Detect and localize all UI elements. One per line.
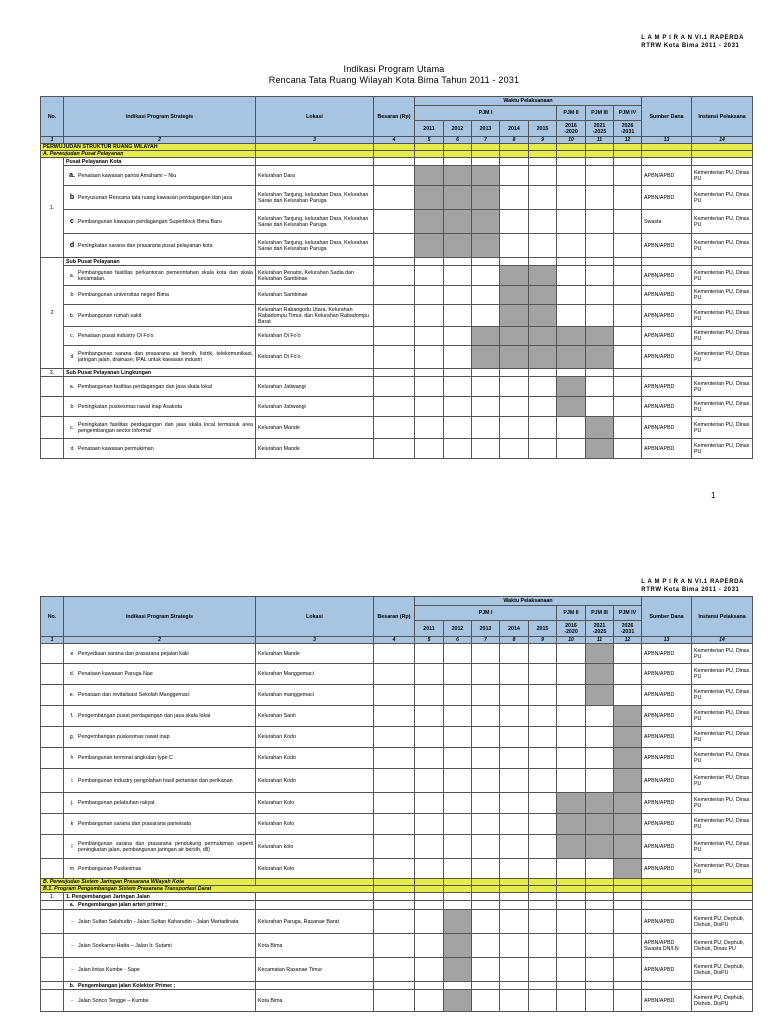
table-row: b Peningkatan puskesmas rawat inap Asakota Kelurahan Jatiwangi APBN/APBD Kementerian PU, Dinas PU [41, 397, 753, 417]
table-row: b. Pembangunan rumah sakit Kelurahan Rabangodu Utara, Kelurahan Rabadompu Timur, dan Kelurahan Rabadompu Barat APBN/APBD Kementerian PU, Dinas PU [41, 305, 753, 327]
col-2011: 2011 [415, 121, 444, 137]
table-header [41, 97, 753, 137]
timeline-shade [500, 266, 529, 286]
col-pjm4-range: 2026 -2031 [614, 121, 642, 137]
group-heading-row: 1. 1. Pengembangan Jaringan Jalan [41, 893, 753, 901]
section-row: B. Perwujudan Sistem Jaringan Prasarana Wilayah Kota [41, 879, 753, 886]
table-row: - Jalan lintas Kumbe - Sape Kecamatan Rasanae Timur APBN/APBD Kement.PU, Dephub, Dishub, DisPU [41, 958, 753, 982]
col-pjm4: PJM IV [614, 606, 642, 621]
timeline-shade [586, 346, 614, 369]
table-row: m Pembangunan Puskesmas Kelurahan Kolo APBN/APBD Kementerian PU, Dinas PU [41, 859, 753, 879]
timeline-shade [557, 397, 586, 417]
timeline-shade [472, 186, 500, 210]
table-row: - Jalan Sultan Salahudin - Jalan Sultan Kaharudin - Jalan Martadinata Kelurahan Paruga, Rasanae Barat APBN/APBD Kement.PU, Dephub, Dishub, DisPU [41, 910, 753, 934]
timeline-shade [586, 439, 614, 459]
col-pjm4: PJM IV [614, 106, 642, 121]
timeline-shade [586, 814, 614, 835]
col-besaran: Besaran (Rp) [374, 97, 415, 137]
timeline-shade [472, 346, 500, 369]
table-row: d Penataan kawasan permukiman Kelurahan Mande APBN/APBD Kementerian PU, Dinas PU [41, 439, 753, 459]
timeline-shade [529, 305, 557, 327]
timeline-shade [614, 859, 642, 879]
timeline-shade [586, 664, 614, 685]
timeline-shade [415, 166, 444, 186]
timeline-shade [614, 769, 642, 793]
col-2011: 2011 [415, 621, 444, 637]
subgroup-heading-row: a. Pengembangan jalan arteri primer ; [41, 901, 753, 910]
timeline-shade [444, 186, 472, 210]
timeline-shade [444, 166, 472, 186]
col-2013: 2013 [472, 621, 500, 637]
timeline-shade [557, 327, 586, 346]
col-2015: 2015 [529, 621, 557, 637]
col-pjm2-range: 2016 -2020 [557, 621, 586, 637]
col-program: Indikasi Program Strategis [64, 597, 256, 637]
table-row: c. Penataan pusat industry Oi Fo'o Kelurahan Oi Fo'o APBN/APBD Kementerian PU, Dinas PU [41, 327, 753, 346]
col-pjm3: PJM III [586, 606, 614, 621]
col-pjm3-range: 2021 -2025 [586, 621, 614, 637]
table-row: b Pembangunan universitas negeri Bima Kelurahan Sambinae APBN/APBD Kementerian PU, Dinas PU [41, 286, 753, 305]
col-pjm2: PJM II [557, 106, 586, 121]
col-no: No. [41, 97, 64, 137]
timeline-shade [472, 210, 500, 234]
lampiran-header [641, 34, 744, 50]
timeline-shade [614, 706, 642, 727]
timeline-shade [586, 793, 614, 814]
table-row: k Pembangunan sarana dan prasarana pariwisata Kelurahan Kolo APBN/APBD Kementerian PU, Dinas PU [41, 814, 753, 835]
page-number: 1 [711, 491, 716, 500]
program-table-page-2 [40, 596, 753, 1012]
timeline-shade [529, 346, 557, 369]
timeline-shade [529, 266, 557, 286]
timeline-shade [444, 990, 472, 1012]
col-pjm4-range: 2026 -2031 [614, 621, 642, 637]
document-title [0, 64, 768, 86]
timeline-shade [500, 305, 529, 327]
title-line-2: Rencana Tata Ruang Wilayah Kota Bima Tahun 2011 - 2031 [268, 75, 520, 85]
title-line-1: Indikasi Program Utama [343, 64, 445, 74]
page-2 [0, 560, 768, 1024]
timeline-shade [444, 210, 472, 234]
table-row: d. Penataan kawasan Paruga Nae Kelurahan Manggemaci APBN/APBD Kementerian PU, Dinas PU [41, 664, 753, 685]
timeline-shade [444, 910, 472, 934]
timeline-shade [614, 793, 642, 814]
timeline-shade [557, 377, 586, 397]
col-no: No. [41, 597, 64, 637]
col-instansi: Instansi Pelaksana [692, 97, 753, 137]
table-row: j. Pembangunan pelabuhan rakyat Kelurahan Kolo APBN/APBD Kementerian PU, Dinas PU [41, 793, 753, 814]
table-row: c. Peningkatan fasilitas perdagangan dan jasa skala local termasuk area pengembangan sector informal Kelurahan Mande APBN/APBD Kementerian PU, Dinas PU [41, 417, 753, 439]
timeline-shade [472, 234, 500, 258]
col-pjm1: PJM I [415, 106, 557, 121]
section-row: PERWUJUDAN STRUKTUR RUANG WILAYAH [41, 144, 753, 151]
table-row: - Jalan Soekarno-Hatta – Jalan Ir. Sutami Kota Bima APBN/APBD Swasta DN/LN Kement.PU, Dephub, Dishub, Dinas PU [41, 934, 753, 958]
lampiran-header [641, 578, 744, 594]
lampiran-line-2: RTRW Kota Bima 2011 - 2031 [641, 587, 740, 593]
table-row: b Penyusunan Rencana tata ruang kawasan perdagangan dan jasa Kelurahan Tanjung, kelurahan Dara, Kelurahan Sarae dan Kelurahan Paruga APBN/APBD Kementerian PU, Dinas PU [41, 186, 753, 210]
table-row: a. Penataan kawasan pantai Amahami – Niu Kelurahan Dara APBN/APBD Kementerian PU, Dinas PU [41, 166, 753, 186]
col-instansi: Instansi Pelaksana [692, 597, 753, 637]
col-pjm1: PJM I [415, 606, 557, 621]
table-row: d Pembangunan sarana dan prasarana air bersih, listrik, telekomunikasi, jaringan jalan, drainase, IPAL untuk kawasan industri Kelurahan Oi Fo'o APBN/APBD Kementerian PU, Dinas PU [41, 346, 753, 369]
column-number-row: 1 2 3 4 5 6 7 8 9 10 11 12 13 14 [41, 637, 753, 644]
subgroup-heading-row: b. Pengembangan jalan Kolektor Primer ; [41, 982, 753, 990]
table-row: a. Pembangunan fasilitas perkantoran pemerintahan skala kota dan skala kecamatan. Kelurahan Penatoi, Kelurahan Sadia dan Kelurahan Sambinae APBN/APBD Kementerian PU, Dinas PU [41, 266, 753, 286]
table-row: c Pembangunan kawasan perdagangan Superblock Bima Baru Kelurahan Tanjung, kelurahan Dara, Kelurahan Sarae dan Kelurahan Paruga Swasta Kementerian PU, Dinas PU [41, 210, 753, 234]
timeline-shade [529, 286, 557, 305]
program-table-page-1 [40, 96, 753, 459]
timeline-shade [557, 346, 586, 369]
table-row: e Penyediaan sarana dan prasarana pejalan kaki Kelurahan Mande APBN/APBD Kementerian PU, Dinas PU [41, 644, 753, 664]
col-program: Indikasi Program Strategis [64, 97, 256, 137]
col-pjm3: PJM III [586, 106, 614, 121]
timeline-shade [415, 234, 444, 258]
table-row: e. Penataan dan revitalisasi Sekolah Manggemaci Kelurahan manggemaci APBN/APBD Kementerian PU, Dinas PU [41, 685, 753, 706]
table-row: f. Pengembangan pusat perdagangan dan jasa skala lokal Kelurahan Santi APBN/APBD Kementerian PU, Dinas PU [41, 706, 753, 727]
timeline-shade [500, 346, 529, 369]
timeline-shade [444, 958, 472, 982]
table-header [41, 597, 753, 637]
col-2015: 2015 [529, 121, 557, 137]
timeline-shade [472, 327, 500, 346]
column-number-row: 1 2 3 4 5 6 7 8 9 10 11 12 13 14 [41, 137, 753, 144]
group-heading-row: 2 Sub Pusat Pelayanan [41, 258, 753, 266]
col-sumber: Sumber Dana [642, 597, 692, 637]
timeline-shade [557, 814, 586, 835]
timeline-shade [614, 814, 642, 835]
table-row: i Pembangunan industry pengolahan hasil pertanian dan perikanan Kelurahan Kodo APBN/APBD Kementerian PU, Dinas PU [41, 769, 753, 793]
timeline-shade [586, 644, 614, 664]
col-2014: 2014 [500, 621, 529, 637]
group-heading-row: 1. Pusat Pelayanan Kota [41, 158, 753, 166]
timeline-shade [614, 727, 642, 748]
timeline-shade [557, 835, 586, 859]
timeline-shade [415, 210, 444, 234]
timeline-shade [444, 934, 472, 958]
lampiran-line-1: L A M P I R A N VI.1 RAPERDA [641, 35, 744, 41]
timeline-shade [500, 327, 529, 346]
col-lokasi: Lokasi [256, 597, 374, 637]
group-heading-row: 3. Sub Pusat Pelayanan Lingkungan [41, 369, 753, 377]
col-pjm2-range: 2016 -2020 [557, 121, 586, 137]
timeline-shade [586, 835, 614, 859]
timeline-shade [586, 417, 614, 439]
col-2014: 2014 [500, 121, 529, 137]
timeline-shade [614, 748, 642, 769]
table-row: h Pembangunan terminal angkutan type C Kelurahan Kodo APBN/APBD Kementerian PU, Dinas PU [41, 748, 753, 769]
table-row: g. Pengembangan puskesmas rawat inap Kelurahan Kodo APBN/APBD Kementerian PU, Dinas PU [41, 727, 753, 748]
timeline-shade [472, 166, 500, 186]
col-2012: 2012 [444, 621, 472, 637]
timeline-shade [529, 327, 557, 346]
col-waktu: Waktu Pelaksanaan [415, 97, 642, 106]
timeline-shade [586, 685, 614, 706]
table-row: d Peningkatan sarana dan prasarana pusat pelayanan kota Kelurahan Tanjung, kelurahan Dara, Kelurahan Sarae dan Kelurahan Paruga APBN/APBD Kementerian PU, Dinas PU [41, 234, 753, 258]
lampiran-line-1: L A M P I R A N VI.1 RAPERDA [641, 579, 744, 585]
table-row: - Jalan Sonco Tengge – Kumbe Kota Bima APBN/APBD Kement.PU, Dephub, Dishub, DisPU [41, 990, 753, 1012]
timeline-shade [586, 327, 614, 346]
col-2012: 2012 [444, 121, 472, 137]
section-row: A. Perwujudan Pusat Pelayanan [41, 151, 753, 158]
timeline-shade [415, 186, 444, 210]
lampiran-line-2: RTRW Kota Bima 2011 - 2031 [641, 43, 740, 49]
timeline-shade [500, 286, 529, 305]
col-pjm2: PJM II [557, 606, 586, 621]
col-pjm3-range: 2021 -2025 [586, 121, 614, 137]
col-besaran: Besaran (Rp) [374, 597, 415, 637]
timeline-shade [444, 234, 472, 258]
timeline-shade [614, 835, 642, 859]
col-sumber: Sumber Dana [642, 97, 692, 137]
col-lokasi: Lokasi [256, 97, 374, 137]
col-waktu: Waktu Pelaksanaan [415, 597, 642, 606]
col-2013: 2013 [472, 121, 500, 137]
table-row: l Pembangunan sarana dan prasarana pendukung permukiman seperti peningkatan jalan, pembangunan jaringan air bersih, dll) Kelurahan kolo APBN/APBD Kementerian PU, Dinas PU [41, 835, 753, 859]
table-row: a. Pembangunan fasilitas perdagangan dan jasa skala lokal Kelurahan Jatiwangi APBN/APBD Kementerian PU, Dinas PU [41, 377, 753, 397]
section-row: B.1. Program Pengembangan Sistem Prasarana Transportasi Darat [41, 886, 753, 893]
timeline-shade [557, 793, 586, 814]
